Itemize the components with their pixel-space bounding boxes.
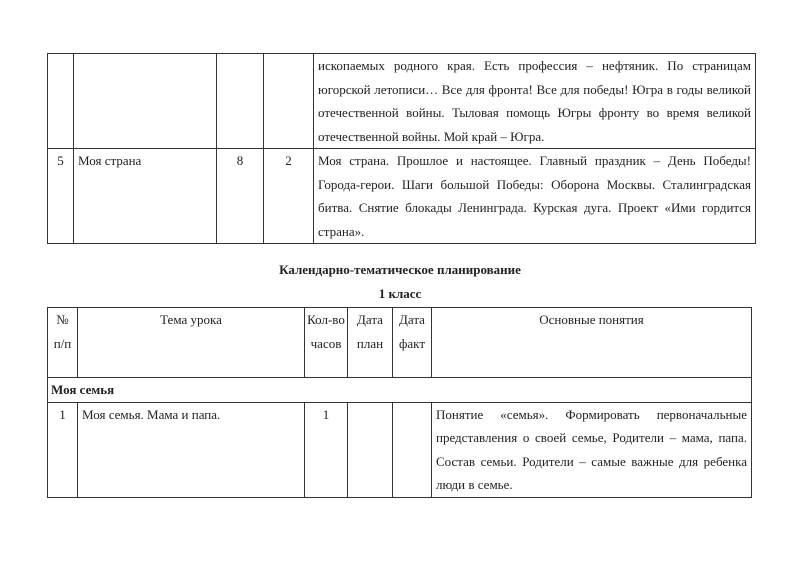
- header-hours: Кол-во часов: [305, 308, 348, 378]
- hours: 8: [217, 149, 264, 244]
- date-fact: [393, 402, 432, 497]
- table-row: [48, 149, 756, 244]
- row-number: [48, 54, 74, 149]
- header-topic: Тема урока: [78, 308, 305, 378]
- table-row: [48, 402, 752, 497]
- hours-secondary: [264, 54, 314, 149]
- header-date-plan: Дата план: [348, 308, 393, 378]
- header-number: № п/п: [48, 308, 78, 378]
- key-concepts: Понятие «семья». Формировать первоначальные представления о своей семье, Родители – мама, папа. Состав семьи. Родители – самые важные для ребенка люди в семье.: [432, 402, 752, 497]
- section-row: [48, 378, 752, 403]
- row-number: 1: [48, 402, 78, 497]
- hours: 1: [305, 402, 348, 497]
- header-concepts: Основные понятия: [432, 308, 752, 378]
- header-row: [48, 308, 752, 378]
- grade-subtitle: 1 класс: [378, 286, 422, 301]
- page-title: Календарно-тематическое планирование: [279, 262, 521, 277]
- section-content: ископаемых родного края. Есть профессия – нефтяник. По страницам югорской летописи… Все для фронта! Все для победы! Югра в годы великой отечественной войны. Тыловая помощь Югры фронту во время великой отечественной войны. Мой край – Югра.: [314, 54, 756, 149]
- hours-secondary: 2: [264, 149, 314, 244]
- section-topic: [74, 54, 217, 149]
- program-table: [47, 53, 756, 244]
- table-row: [48, 54, 756, 149]
- planning-table: [47, 307, 752, 498]
- hours: [217, 54, 264, 149]
- section-title: Моя семья: [48, 378, 752, 403]
- section-content: Моя страна. Прошлое и настоящее. Главный праздник – День Победы! Города-герои. Шаги большой Победы: Оборона Москвы. Сталинградская битва. Снятие блокады Ленинграда. Курская дуга. Проект «Ими гордится страна».: [314, 149, 756, 244]
- header-date-fact: Дата факт: [393, 308, 432, 378]
- row-number: 5: [48, 149, 74, 244]
- lesson-topic: Моя семья. Мама и папа.: [78, 402, 305, 497]
- section-topic: Моя страна: [74, 149, 217, 244]
- date-plan: [348, 402, 393, 497]
